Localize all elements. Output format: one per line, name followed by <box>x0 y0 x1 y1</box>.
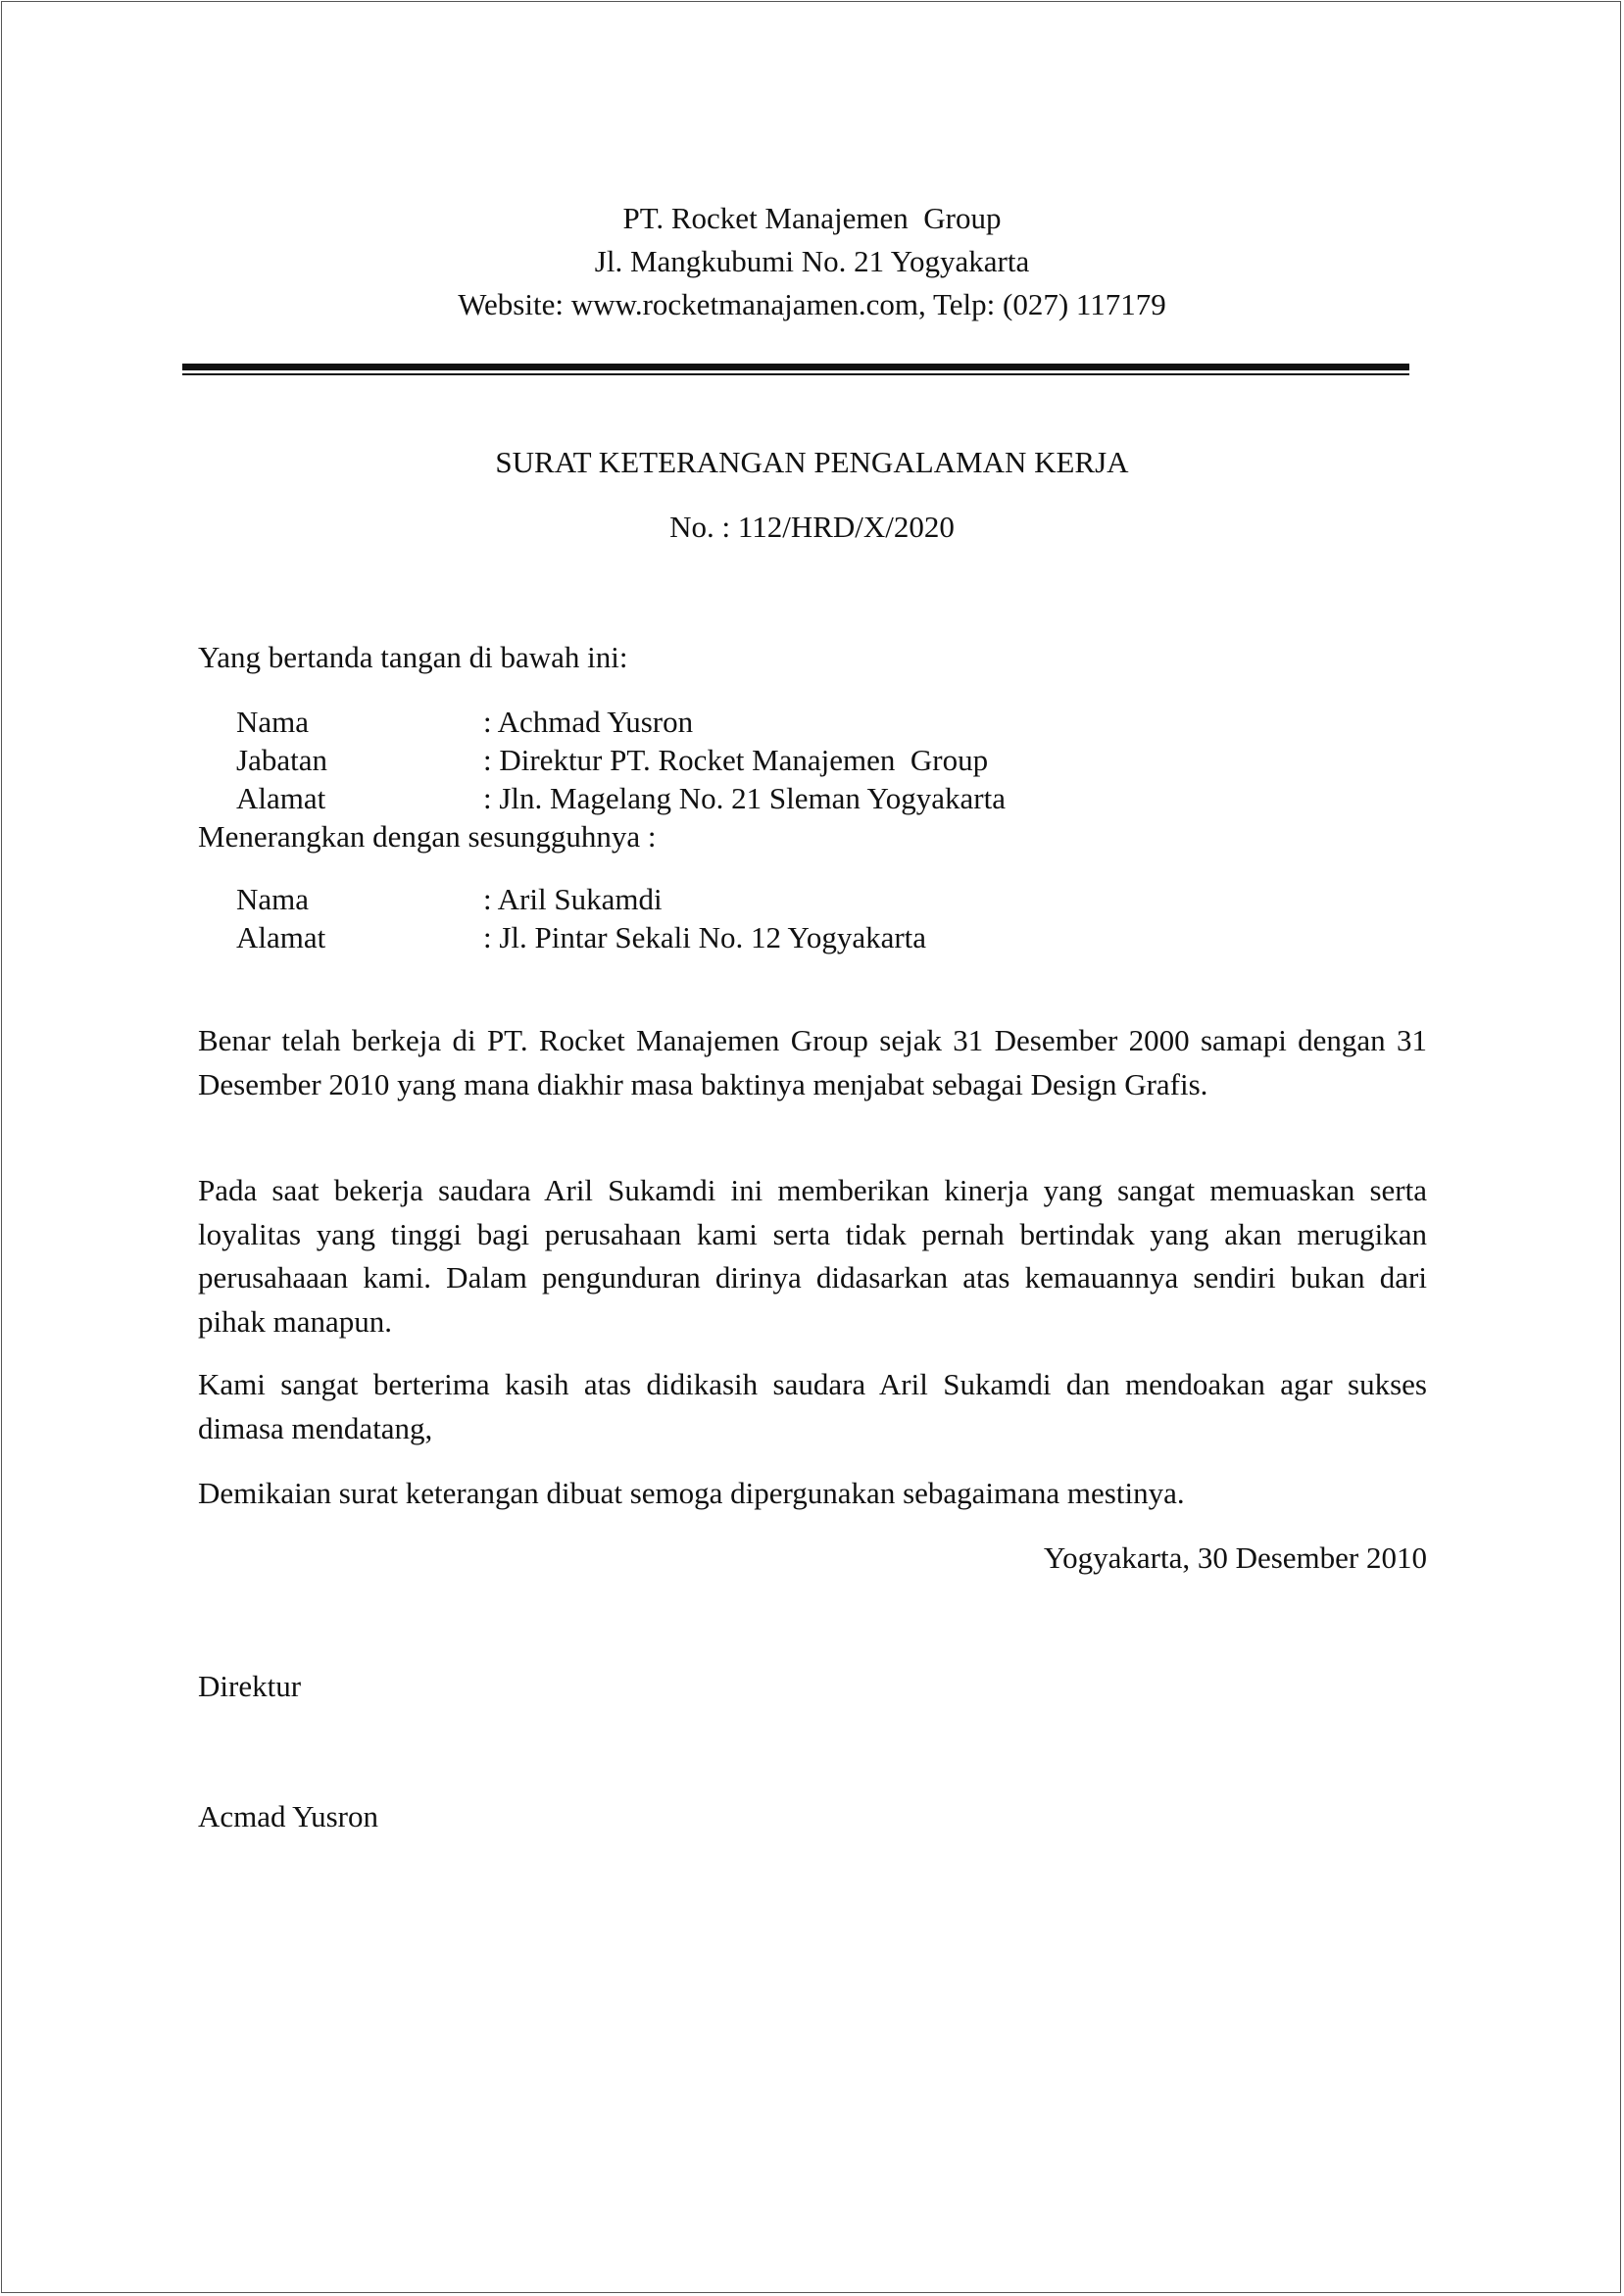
signer-name-value: : Achmad Yusron <box>483 705 694 739</box>
letterhead-divider-thick <box>182 364 1409 370</box>
letterhead-divider-thin <box>182 373 1409 375</box>
employee-name-value: : Aril Sukamdi <box>483 882 663 916</box>
signer-position-label: Jabatan <box>236 743 327 777</box>
signatory-name: Acmad Yusron <box>198 1799 378 1833</box>
signatory-position: Direktur <box>198 1669 302 1703</box>
body-paragraph-employment: Benar telah berkeja di PT. Rocket Manajemen Group sejak 31 Desember 2000 samapi dengan 31 Desember 2010 yang mana diakhir masa baktinya menjabat sebagai Design Grafis. <box>198 1023 1427 1101</box>
declaration-line: Menerangkan dengan sesungguhnya : <box>198 819 657 854</box>
signer-address-label: Alamat <box>236 781 326 815</box>
body-paragraph-closing: Demikaian surat keterangan dibuat semoga dipergunakan sebagaimana mestinya. <box>198 1476 1185 1510</box>
page-border <box>1 1 1621 2293</box>
employee-name-label: Nama <box>236 882 310 916</box>
body-paragraph-performance: Pada saat bekerja saudara Aril Sukamdi ini memberikan kinerja yang sangat memuaskan serta loyalitas yang tinggi bagi perusahaan kami serta tidak pernah bertindak yang akan merugikan perusahaaan kami. Dalam pengunduran dirinya didasarkan atas kemauannya sendiri bukan dari pihak manapun. <box>198 1173 1427 1339</box>
opening-line: Yang bertanda tangan di bawah ini: <box>198 640 628 674</box>
body-paragraph-gratitude: Kami sangat berterima kasih atas didikasih saudara Aril Sukamdi dan mendoakan agar sukses dimasa mendatang, <box>198 1367 1427 1445</box>
company-name: PT. Rocket Manajemen Group <box>622 201 1002 235</box>
company-contact: Website: www.rocketmanajamen.com, Telp: (027) 117179 <box>458 287 1166 321</box>
signer-name-label: Nama <box>236 705 310 739</box>
document-number: No. : 112/HRD/X/2020 <box>669 510 955 544</box>
document-title: SURAT KETERANGAN PENGALAMAN KERJA <box>495 445 1129 479</box>
place-date: Yogyakarta, 30 Desember 2010 <box>1043 1540 1427 1575</box>
signer-address-value: : Jln. Magelang No. 21 Sleman Yogyakarta <box>483 781 1006 815</box>
company-address: Jl. Mangkubumi No. 21 Yogyakarta <box>594 244 1030 278</box>
signer-position-value: : Direktur PT. Rocket Manajemen Group <box>483 743 989 777</box>
employee-address-label: Alamat <box>236 920 326 954</box>
employee-address-value: : Jl. Pintar Sekali No. 12 Yogyakarta <box>483 920 927 954</box>
